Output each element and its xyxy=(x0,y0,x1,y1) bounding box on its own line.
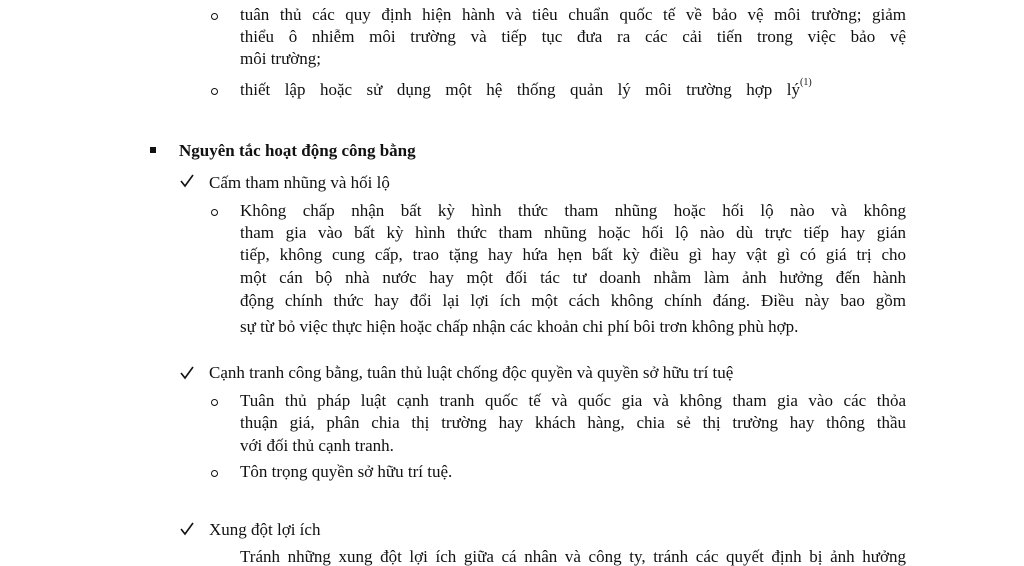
corruption-line1: Không chấp nhận bất kỳ hình thức tham nhũng hoặc hối lộ nào và không xyxy=(240,201,906,220)
corruption-line4: một cán bộ nhà nước hay một đối tác tư doanh nhằm làm ảnh hưởng đến hành xyxy=(240,268,906,287)
env-item2 xyxy=(240,77,812,99)
checkmark-icon xyxy=(179,365,195,381)
checkmark-icon xyxy=(179,521,195,537)
corruption-line3: tiếp, không cung cấp, trao tặng hay hứa hẹn bất kỳ điều gì hay vật gì có giá trị cho xyxy=(240,245,906,264)
square-bullet-icon xyxy=(150,147,156,153)
checkmark-icon xyxy=(179,173,195,189)
circle-bullet-icon xyxy=(211,88,218,95)
competition-title: Cạnh tranh công bằng, tuân thủ luật chống độc quyền và quyền sở hữu trí tuệ xyxy=(209,363,734,382)
competition-item1-line2: thuận giá, phân chia thị trường hay khách hàng, chia sẻ thị trường hay thông thầu xyxy=(240,413,906,432)
env-item1-line1: tuân thủ các quy định hiện hành và tiêu chuẩn quốc tế về bảo vệ môi trường; giảm xyxy=(240,5,906,24)
competition-item1-line3: với đối thủ cạnh tranh. xyxy=(240,436,394,455)
corruption-line5: động chính thức hay đổi lại lợi ích một cách không chính đáng. Điều này bao gồm xyxy=(240,291,906,310)
conflict-partial-line: Tránh những xung đột lợi ích giữa cá nhân và công ty, tránh các quyết định bị ảnh hưởng xyxy=(240,547,906,566)
footnote-ref: (1) xyxy=(800,77,812,88)
conflict-title: Xung đột lợi ích xyxy=(209,520,321,539)
circle-bullet-icon xyxy=(211,209,218,216)
competition-item1-line1: Tuân thủ pháp luật cạnh tranh quốc tế và quốc gia và không tham gia vào các thỏa xyxy=(240,391,906,410)
env-item1-line2: thiểu ô nhiễm môi trường và tiếp tục đưa ra các cải tiến trong việc bảo vệ xyxy=(240,27,906,46)
circle-bullet-icon xyxy=(211,470,218,477)
env-item2-text: thiết lập hoặc sử dụng một hệ thống quản lý môi trường hợp lý xyxy=(240,80,800,99)
competition-item2: Tôn trọng quyền sở hữu trí tuệ. xyxy=(240,462,453,481)
corruption-line6: sự từ bỏ việc thực hiện hoặc chấp nhận các khoản chi phí bôi trơn không phù hợp. xyxy=(240,317,799,336)
circle-bullet-icon xyxy=(211,399,218,406)
env-item1-line3: môi trường; xyxy=(240,49,322,68)
circle-bullet-icon xyxy=(211,13,218,20)
corruption-line2: tham gia vào bất kỳ hình thức tham nhũng hoặc hối lộ nào dù trực tiếp hay gián xyxy=(240,223,906,242)
section-heading: Nguyên tắc hoạt động công bằng xyxy=(179,141,416,160)
corruption-title: Cấm tham nhũng và hối lộ xyxy=(209,173,390,192)
